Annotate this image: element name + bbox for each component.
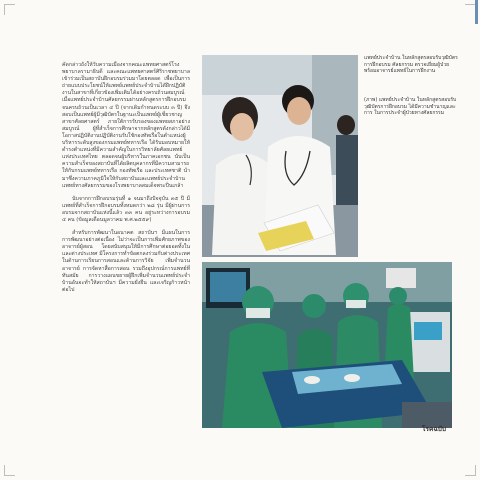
page-edge-tab (475, 0, 478, 24)
crop-mark-top-left (4, 4, 15, 15)
doctors-illustration (202, 55, 358, 257)
body-text (62, 62, 190, 300)
surgery-illustration (202, 262, 452, 428)
photo-doctors-reviewing-chart (202, 55, 358, 257)
photo-caption-1: แพทย์ประจำบ้าน ในหลักสูตรสอบรับวุฒิบัตรการฝึกอบรม ศัลยกรรม ตรวจเยี่ยมผู้ป่วยพร้อมอาจารย์แพทย์ในการฝึกงาน (364, 55, 458, 75)
page-number: โรคฉบับ (421, 425, 446, 433)
paragraph-1: คัดกล่าวถังให้วับความเมืองจากคณะแพทยศาสตร์โรงพยาบาลรามาธิบดี และคณะแพทยศาสตร์ศิริราชพยาบาล เข้าร่วมเป็นสถาบันฝึกอบรมร่วมมาโดยตลอด เพื่อเป็นการถ่ายแบบประโยชน์ให้แพทย์แพทย์ประจำบ้านได้ฝึกปฏิบัติงานในสาขาที่เกี่ยวข้องเพิ่มเติมได้อย่างครบถ้วนสมบูรณ์ เมื่อแพทย์ประจำบ้านศัลยกรรมผ่านหลักสูตรการฝึกอบรมจนครบถ้วนเป็นเวลา ๔ ปี (จากเดิมกำหนดระบบ ๓ ปี) จึงสอบเป็นแพทย์ผู้มีวุฒิบัตรในฐานะเป็นแพทย์ผู้เชี่ยวชาญสาขาศัลยศาสตร์ ภายใต้การรับรองของแพทยสภาอย่างสมบูรณ์ ผู้ที่สำเร็จการศึกษาจากหลักสูตรดังกล่าวได้มีโอกาสปฏิบัติงานปฏิบัติงานรับใช้กองทัพเรือในตำแหน่งผู้บริหารระดับสูงของกรมแพทย์ทหารเรือ ได้รับมอบหมายให้ดำรงตำแหน่งที่มีความสำคัญในการวิทยาลัยศัลยแพทย์แห่งประเทศไทย ตลอดจนผู้บริหารในภาคเอกชน นับเป็นความสำเร็จของสถาบันที่ได้ผลิตบุคลากรที่มีความสามารถให้กับกรมแพทย์ทหารเรือ กองทัพเรือ และประเทศชาติ นำมาซึ่งความภาคภูมิใจให้กับสถาบันและแพทย์ประจำบ้านแพทย์ทางศัลยกรรมของโรงพยาบาลสมเด็จพระปิ่นเกล้า (62, 62, 190, 189)
photo-caption-2: (ภาพ) แพทย์ประจำบ้าน ในหลักสูตรสอบรับวุฒิบัตรการฝึกอบรม ได้มีความชำนาญและการ ในการประจำผู้ป่วยทางศัลยกรรม (364, 97, 457, 117)
paragraph-3: สำหรับการพัฒนาในอนาคต สถาบันฯ มีแผนในการการพัฒนาอย่างต่อเนื่อง ไม่ว่าจะเป็นการเพิ่มศักยภาพของอาจารย์ผู้สอน โดยสนับสนุนให้มีการศึกษาต่อยอดทั้งในและต่างประเทศ มีโครงการทำข้อตกลงร่วมกับต่างประเทศในด้านการเรียนการสอนและด้านการวิจัย เพิ่มจำนวนอาจารย์ การจัดหาสื่อการสอน รวมถึงอุปกรณ์การแพทย์ที่ทันสมัย การวางแผนขยายผู้ฝึกเพิ่มจำนวนแพทย์ประจำบ้านอันจะทำให้สถาบันฯ มีความยั่งยืน และเจริญก้าวหน้าต่อไป (62, 230, 190, 293)
crop-mark-bottom-left (4, 465, 15, 476)
photo-operating-room (202, 262, 452, 428)
crop-mark-bottom-right (465, 465, 476, 476)
paragraph-2: นับจากการฝึกอบรมรุ่นที่ ๑ จนมาถึงปัจจุบัน ๓๕ ปี มีแพทย์ที่สำเร็จการฝึกอบรมทั้งหมดกว่า ๒๘ รุ่น มีผู้ผ่านการอบรมจากสถาบันแห่งนี้แล้ว ๓๓ คน อยู่ระหว่างการอบรม ๔ คน (ข้อมูลเดือนมูลวาคม พ.ศ.๒๕๕๙) (62, 195, 190, 223)
